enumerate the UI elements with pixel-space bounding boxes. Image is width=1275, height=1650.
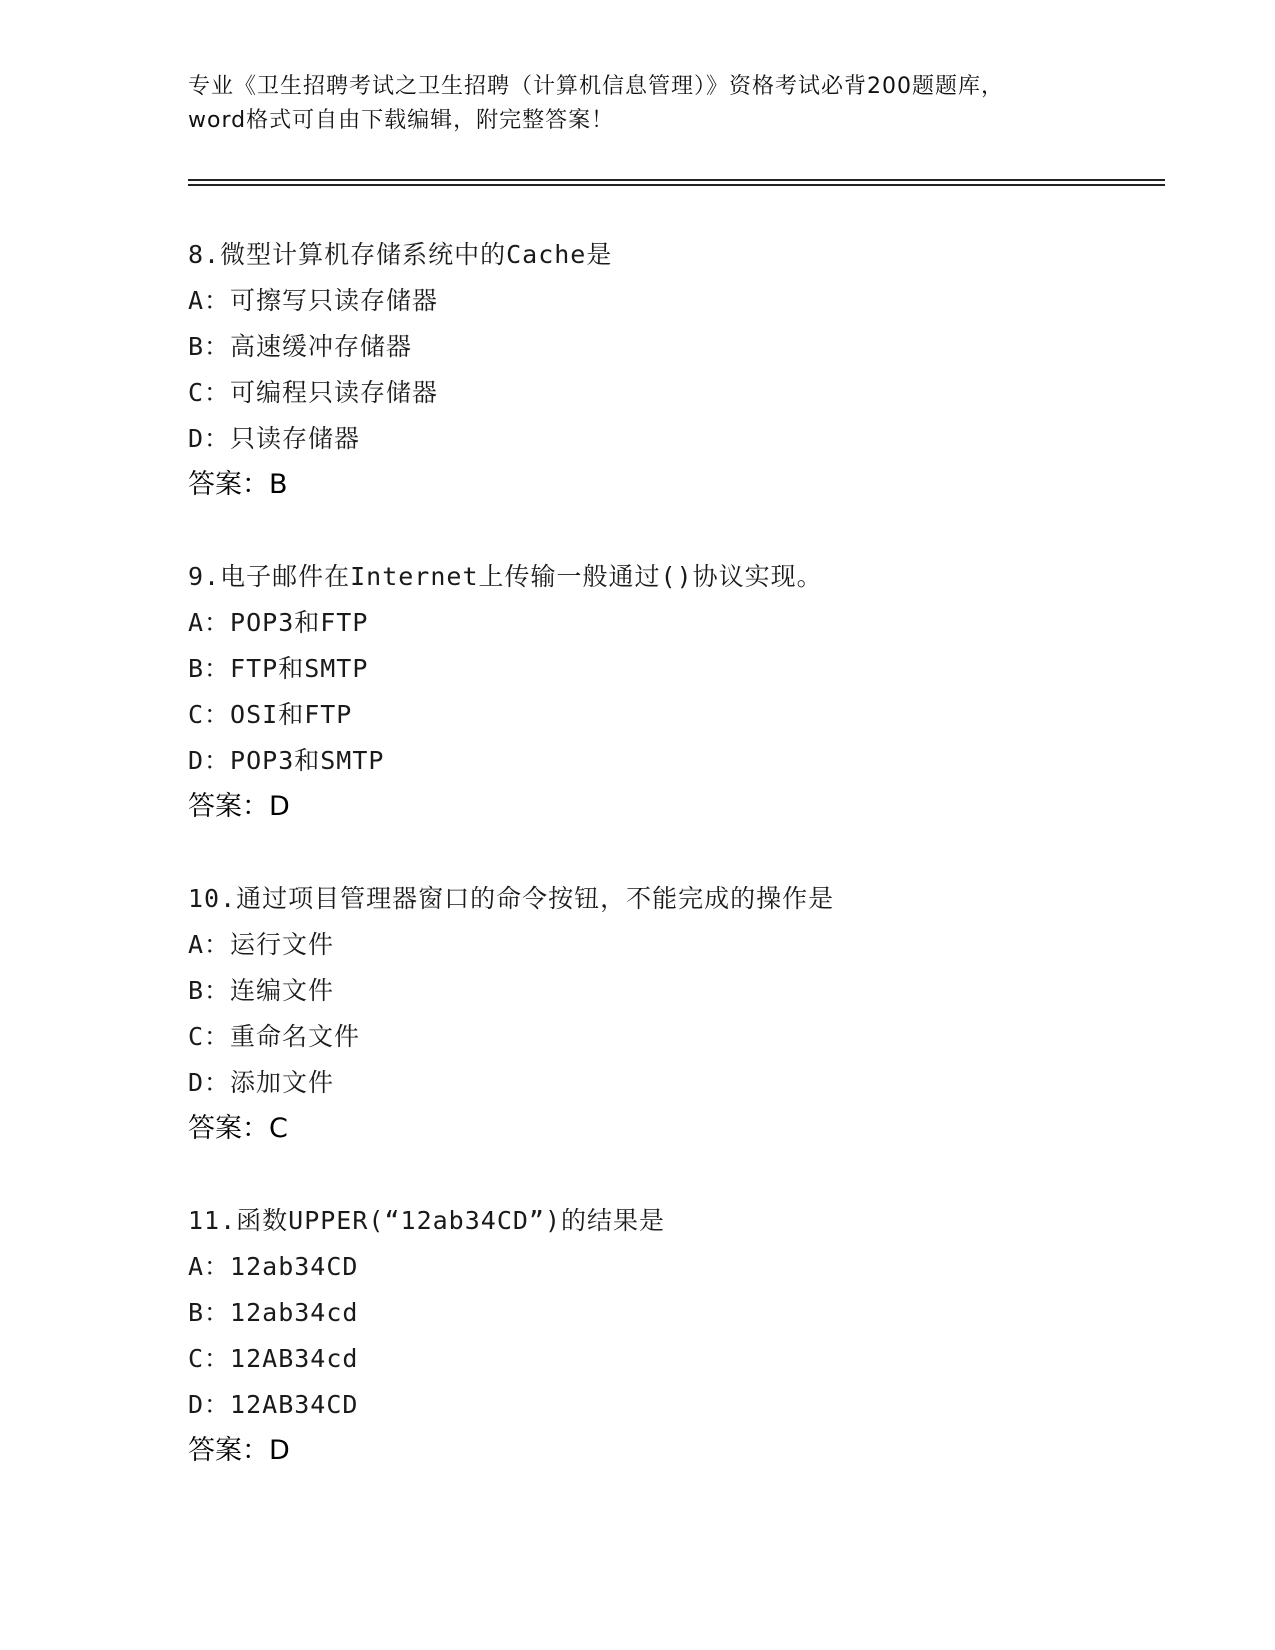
question-title: 10.通过项目管理器窗口的命令按钮，不能完成的操作是	[188, 884, 835, 913]
question-10	[188, 876, 1168, 1152]
question-8	[188, 232, 1168, 508]
header-line-1: 专业《卫生招聘考试之卫生招聘（计算机信息管理）》资格考试必背200题题库，	[188, 74, 1004, 99]
question-list	[188, 232, 1168, 1520]
option-c: C：可编程只读存储器	[188, 378, 439, 407]
question-9	[188, 554, 1168, 830]
option-b: B：高速缓冲存储器	[188, 332, 413, 361]
option-b: B：连编文件	[188, 976, 335, 1005]
option-a: A：运行文件	[188, 930, 335, 959]
option-a: A：可擦写只读存储器	[188, 286, 439, 315]
answer-line: 答案：B	[188, 469, 288, 500]
answer-line: 答案：D	[188, 1435, 290, 1466]
option-a: A：12ab34CD	[188, 1252, 359, 1281]
answer-line: 答案：C	[188, 1113, 288, 1144]
header-divider-top	[188, 179, 1165, 181]
question-title: 9.电子邮件在Internet上传输一般通过()协议实现。	[188, 562, 823, 591]
answer-line: 答案：D	[188, 791, 290, 822]
header-divider-bottom	[188, 184, 1165, 186]
option-d: D：12AB34CD	[188, 1390, 359, 1419]
option-d: D：只读存储器	[188, 424, 361, 453]
header-line-2: word格式可自由下载编辑，附完整答案！	[188, 108, 615, 133]
question-11	[188, 1198, 1168, 1474]
question-title: 11.函数UPPER(“12ab34CD”)的结果是	[188, 1206, 666, 1235]
option-c: C：重命名文件	[188, 1022, 361, 1051]
question-title: 8.微型计算机存储系统中的Cache是	[188, 240, 613, 269]
option-b: B：12ab34cd	[188, 1298, 359, 1327]
option-a: A：POP3和FTP	[188, 608, 369, 637]
option-c: C：OSI和FTP	[188, 700, 353, 729]
document-header	[188, 70, 1088, 138]
option-b: B：FTP和SMTP	[188, 654, 369, 683]
option-d: D：POP3和SMTP	[188, 746, 385, 775]
option-c: C：12AB34cd	[188, 1344, 359, 1373]
option-d: D：添加文件	[188, 1068, 335, 1097]
